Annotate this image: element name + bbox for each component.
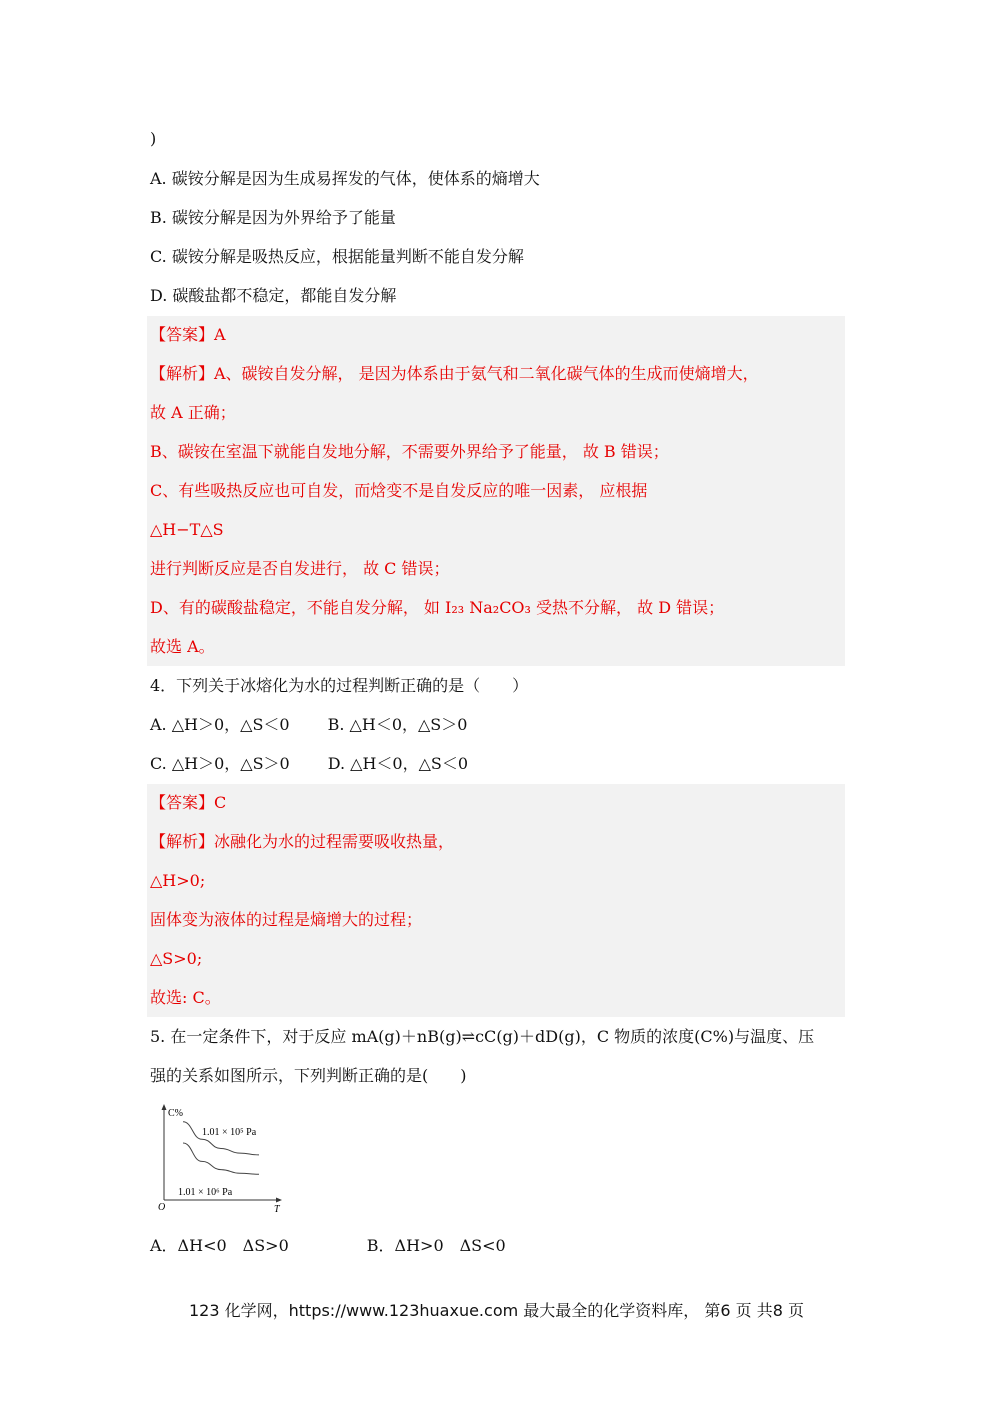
q5-chart (150, 1100, 290, 1215)
stem-paren-close: ) (150, 129, 157, 148)
q3-analysis-line: D、有的碳酸盐稳定，不能自发分解， 如 I₂₃ Na₂CO₃ 受热不分解， 故 D 错误； (150, 598, 725, 617)
q4-option-a: A. △H＞0，△S＜0 (150, 715, 290, 734)
y-axis-label: C% (168, 1108, 183, 1119)
q4-analysis-line: △H>0; (150, 871, 206, 890)
q4-option-b: B. △H＜0，△S＞0 (327, 715, 468, 734)
q4-answer-block (147, 784, 845, 1017)
series-label: 1.01 × 10⁶ Pa (178, 1187, 233, 1198)
q4-option-c: C. △H＞0，△S＞0 (150, 754, 290, 773)
x-axis-arrow (276, 1198, 282, 1203)
page-footer: 123 化学网，https://www.123huaxue.com 最大最全的化学资料库， 第6 页 共8 页 (189, 1301, 804, 1320)
q4-analysis-line: 【解析】冰融化为水的过程需要吸收热量， (150, 832, 455, 851)
q3-option-c: C. 碳铵分解是吸热反应，根据能量判断不能自发分解 (150, 247, 524, 266)
q5-stem-line1: 5. 在一定条件下，对于反应 mA(g)＋nB(g)⇌cC(g)＋dD(g)，C 物质的浓度(C%)与温度、压 (150, 1027, 815, 1046)
q4-analysis-line: △S>0; (150, 949, 203, 968)
x-axis-label: T (274, 1204, 280, 1215)
q4-analysis-line: 故选: C。 (150, 988, 221, 1007)
q4-options-row1 (150, 714, 467, 736)
q4-analysis-line: 固体变为液体的过程是熵增大的过程； (150, 910, 423, 929)
q3-option-b: B. 碳铵分解是因为外界给予了能量 (150, 208, 396, 227)
origin-label: O (158, 1202, 166, 1213)
q3-analysis-line: 进行判断反应是否自发进行， 故 C 错误； (150, 559, 450, 578)
series-line-low-pressure (183, 1143, 259, 1174)
q3-analysis-line: 【解析】A、碳铵自发分解， 是因为体系由于氨气和二氧化碳气体的生成而使熵增大， (150, 364, 759, 383)
q3-analysis-line: C、有些吸热反应也可自发，而焓变不是自发反应的唯一因素， 应根据 (150, 481, 648, 500)
q4-stem: 4．下列关于冰熔化为水的过程判断正确的是（ ） (150, 676, 529, 695)
q3-analysis-line: 故 A 正确； (150, 403, 236, 422)
q3-analysis-line: 故选 A。 (150, 637, 215, 656)
q3-analysis-line: △H−T△S (150, 520, 224, 539)
q3-answer: 【答案】A (150, 325, 226, 344)
q3-option-d: D. 碳酸盐都不稳定，都能自发分解 (150, 286, 397, 305)
q3-option-a: A. 碳铵分解是因为生成易挥发的气体，使体系的熵增大 (150, 169, 540, 188)
q5-options-row (150, 1235, 506, 1257)
q5-option-b: B．ΔH>0 ΔS<0 (366, 1236, 506, 1255)
q4-options-row2 (150, 753, 468, 775)
q5-option-a: A．ΔH<0 ΔS>0 (150, 1236, 289, 1255)
q5-stem-line2: 强的关系如图所示，下列判断正确的是( ) (150, 1066, 467, 1085)
q5-chart-svg (150, 1100, 290, 1215)
q4-option-d: D. △H＜0，△S＜0 (327, 754, 469, 773)
series-label: 1.01 × 10⁵ Pa (202, 1127, 257, 1138)
q4-answer: 【答案】C (150, 793, 227, 812)
y-axis-arrow (162, 1104, 167, 1110)
q3-analysis-line: B、碳铵在室温下就能自发地分解，不需要外界给予了能量， 故 B 错误； (150, 442, 669, 461)
